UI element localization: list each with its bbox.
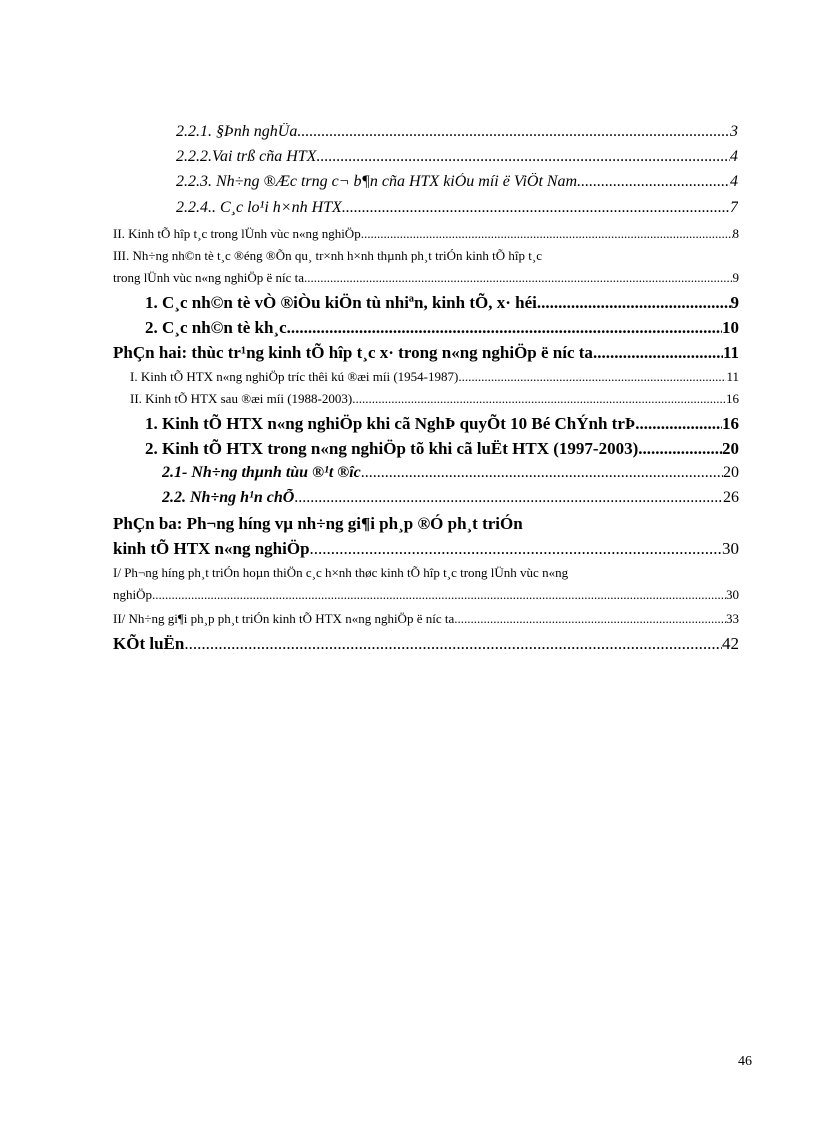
toc-entry-title: II. Kinh tÕ HTX sau ®æi míi (1988-2003)	[130, 391, 353, 406]
toc-entry-title: 2.2. Nh÷ng h¹n chÕ	[162, 489, 295, 506]
toc-entry-title: 2.2.2.Vai trß cña HTX	[176, 148, 317, 165]
toc-entry-II-2	[145, 439, 739, 459]
toc-entry-conclusion	[113, 634, 739, 654]
toc-entry-part-three-II	[113, 611, 739, 627]
toc-entry-part-two	[113, 343, 739, 363]
toc-entry-title: 2. Kinh tÕ HTX trong n«ng nghiÖp tõ khi cã luËt HTX (1997-2003)	[145, 439, 639, 458]
toc-page-number: 4	[730, 173, 738, 190]
toc-entry-title: PhÇn ba: Ph¬ng híng vµ nh÷ng gi¶i ph¸p ®Ó ph¸t triÓn	[113, 514, 523, 533]
toc-entry-part-three-line1	[113, 514, 739, 534]
toc-leader	[458, 369, 726, 385]
toc-entry-part-two-II	[130, 391, 739, 407]
toc-entry-title: 2. C¸c nh©n tè kh¸c	[145, 318, 287, 337]
toc-page-number: 42	[722, 634, 739, 653]
toc-page-number: 8	[732, 226, 739, 241]
toc-entry-section-II	[113, 226, 739, 242]
toc-leader	[577, 173, 730, 191]
toc-entry-title: III. Nh÷ng nh©n tè t¸c ®éng ®Õn qu¸ tr×nh h×nh thµnh ph¸t triÓn kinh tÕ hîp t¸c	[113, 248, 542, 263]
toc-page-number: 33	[726, 611, 739, 626]
toc-entry-title: 2.2.3. Nh÷ng ®Æc trng c¬ b¶n cña HTX kiÓu míi ë ViÖt Nam	[176, 173, 578, 190]
toc-entry-part-two-I	[130, 369, 739, 385]
toc-entry-title: 2.2.1. §Þnh nghÜa	[176, 123, 298, 140]
toc-page-number: 11	[722, 343, 739, 362]
toc-page-number: 9	[732, 270, 739, 285]
toc-leader	[635, 414, 722, 434]
toc-entry-title: I. Kinh tÕ HTX n«ng nghiÖp tríc thêi kú ®æi míi (1954-1987)	[130, 369, 459, 384]
toc-entry-title: I/ Ph¬ng híng ph¸t triÓn hoµn thiÖn c¸c h×nh thøc kinh tÕ hîp t¸c trong lÜnh vùc n«ng	[113, 565, 569, 580]
toc-entry-title: 2.1- Nh÷ng thµnh tùu ®¹t ®îc	[162, 464, 361, 481]
toc-leader	[297, 123, 730, 141]
toc-entry-title: trong lÜnh vùc n«ng nghiÖp ë níc ta	[113, 270, 304, 285]
toc-leader	[152, 587, 726, 603]
toc-entry-II-2-2	[162, 489, 739, 507]
toc-entry-2-2-2	[176, 148, 738, 166]
toc-page-number: 30	[722, 539, 739, 558]
toc-leader	[361, 226, 733, 242]
toc-entry-title: KÕt luËn	[113, 634, 185, 653]
toc-entry-II-2-1	[162, 464, 739, 482]
toc-entry-2-2-3	[176, 173, 738, 191]
toc-entry-title: II. Kinh tÕ hîp t¸c trong lÜnh vùc n«ng nghiÖp	[113, 226, 361, 241]
toc-entry-III-2	[145, 318, 739, 338]
toc-page-number: 9	[730, 293, 739, 312]
toc-leader	[361, 464, 723, 482]
toc-leader	[184, 634, 722, 654]
toc-leader	[638, 439, 722, 459]
toc-page-number: 20	[722, 439, 739, 458]
toc-entry-section-III-line2	[113, 270, 739, 286]
toc-entry-II-1	[145, 414, 739, 434]
toc-page-number: 16	[722, 414, 739, 433]
toc-entry-2-2-4	[176, 199, 738, 217]
toc-entry-part-three-I-line1	[113, 565, 739, 581]
toc-leader	[537, 293, 731, 313]
toc-page-number: 7	[730, 199, 738, 216]
toc-entry-title: 1. Kinh tÕ HTX n«ng nghiÖp khi cã NghÞ quyÕt 10 Bé ChÝnh trÞ	[145, 414, 636, 433]
toc-entry-title: 1. C¸c nh©n tè vÒ ®iÒu kiÖn tù nhiªn, kinh tÕ, x· héi	[145, 293, 537, 312]
toc-entry-title: kinh tÕ HTX n«ng nghiÖp	[113, 539, 310, 558]
toc-page-number: 16	[726, 391, 739, 406]
page-number: 46	[738, 1054, 752, 1069]
toc-page-number: 11	[726, 369, 739, 384]
toc-page-number: 4	[730, 148, 738, 165]
toc-leader	[454, 611, 726, 627]
toc-entry-title: II/ Nh÷ng gi¶i ph¸p ph¸t triÓn kinh tÕ HTX n«ng nghiÖp ë níc ta	[113, 611, 455, 626]
toc-leader	[287, 318, 722, 338]
toc-page-number: 30	[726, 587, 739, 602]
toc-leader	[342, 199, 730, 217]
toc-entry-III-1	[145, 293, 739, 313]
toc-entry-part-three-I-line2	[113, 587, 739, 603]
toc-entry-section-III-line1	[113, 248, 739, 264]
toc-leader	[310, 539, 722, 559]
toc-page-number: 3	[730, 123, 738, 140]
toc-entry-part-three-line2	[113, 539, 739, 559]
toc-leader	[294, 489, 723, 507]
toc-entry-title: PhÇn hai: thùc tr¹ng kinh tÕ hîp t¸c x· trong n«ng nghiÖp ë níc ta	[113, 343, 593, 362]
toc-leader	[304, 270, 733, 286]
toc-page-number: 26	[723, 489, 739, 506]
toc-entry-title: 2.2.4.. C¸c lo¹i h×nh HTX	[176, 199, 342, 216]
toc-leader	[352, 391, 726, 407]
toc-page-number: 10	[722, 318, 739, 337]
toc-page-number: 20	[723, 464, 739, 481]
toc-leader	[316, 148, 730, 166]
toc-entry-2-2-1	[176, 123, 738, 141]
toc-entry-title: nghiÖp	[113, 587, 152, 602]
toc-leader	[593, 343, 723, 363]
